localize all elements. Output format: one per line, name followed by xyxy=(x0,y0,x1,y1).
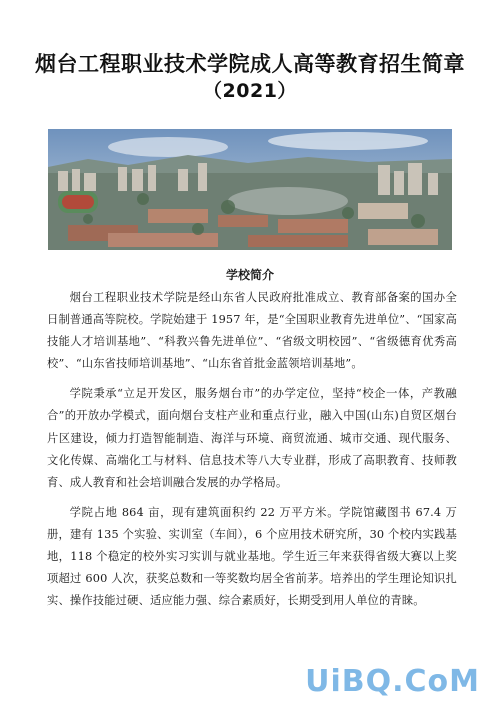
paragraph: 学院秉承“立足开发区，服务烟台市”的办学定位，坚持“校企一体，产教融合”的开放办学模式，面向烟台支柱产业和重点行业，融入中国(山东)自贸区烟台片区建设，倾力打造智能制造、海洋与环境、商贸流通、城市交通、现代服务、文化传媒、高端化工与材料、信息技术等八大专业群，形成了高职教育、技师教育、成人教育和社会培训融合发展的办学格局。 xyxy=(47,387,457,489)
intro-body xyxy=(47,287,457,620)
paragraph: 学院占地 864 亩，现有建筑面积约 22 万平方米。学院馆藏图书 67.4 万册，建有 135 个实验、实训室（车间），6 个应用技术研究所，30 个校内实践基地，118 个稳定的校外实习实训与就业基地。学生近三年来获得省级大赛以上奖项超过 600 人次，获奖总数和一等奖数均居全省前茅。培养出的学生理论知识扎实、操作技能过硬、适应能力强、综合素质好，长期受到用人单位的青睐。 xyxy=(47,505,457,608)
page-year: （2021） xyxy=(203,80,297,102)
watermark-logo: UiBQ.CoM xyxy=(305,664,480,699)
paragraph: 烟台工程职业技术学院是经山东省人民政府批准成立、教育部备案的国办全日制普通高等院校。学院始建于 1957 年，是“全国职业教育先进单位”、“国家高技能人才培训基地”、“科教兴鲁先进单位”、“省级文明校园”、“省级德育优秀高校”、“山东省技师培训基地”、“山东省首批金蓝领培训基地”。 xyxy=(47,291,457,371)
section-title: 学校简介 xyxy=(225,268,274,282)
campus-photo xyxy=(48,129,452,250)
page-title: 烟台工程职业技术学院成人高等教育招生简章 xyxy=(35,52,465,76)
